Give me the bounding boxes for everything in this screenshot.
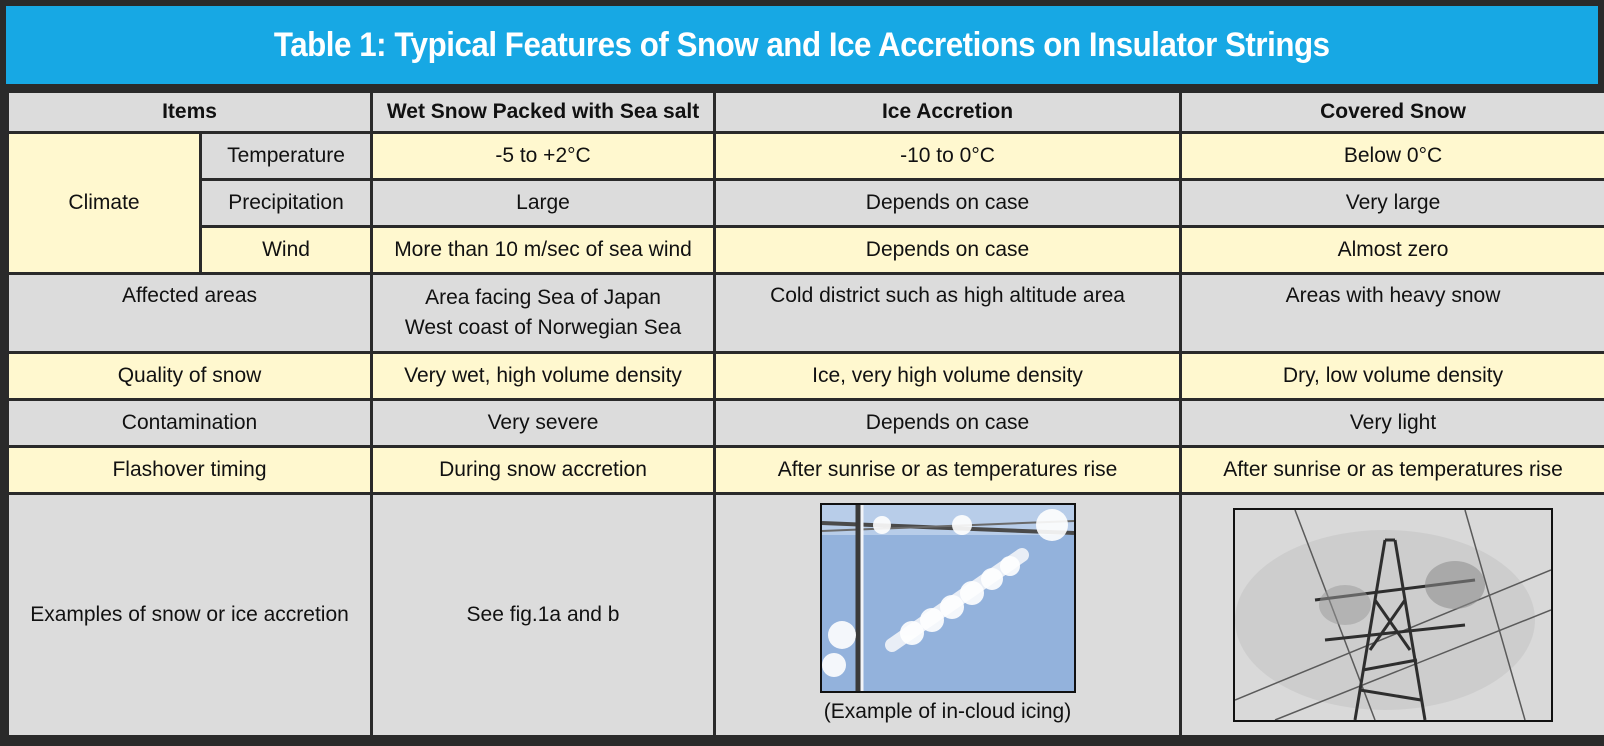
ice-accretion-illustration: [822, 505, 1074, 691]
table-title: Table 1: Typical Features of Snow and Ice Accretions on Insulator Strings: [274, 25, 1330, 64]
flashover-ice: After sunrise or as temperatures rise: [716, 448, 1179, 492]
flashover-label: Flashover timing: [9, 448, 370, 492]
affected-ice: Cold district such as high altitude area: [716, 275, 1179, 351]
affected-covered: Areas with heavy snow: [1182, 275, 1604, 351]
contamination-label: Contamination: [9, 401, 370, 445]
table-row-wind: [9, 228, 1604, 272]
quality-wet-snow: Very wet, high volume density: [373, 354, 713, 398]
contamination-ice: Depends on case: [716, 401, 1179, 445]
affected-wet-snow-line1: Area facing Sea of Japan: [425, 286, 661, 309]
quality-covered: Dry, low volume density: [1182, 354, 1604, 398]
header-covered-snow: Covered Snow: [1182, 93, 1604, 131]
quality-ice: Ice, very high volume density: [716, 354, 1179, 398]
temperature-label: Temperature: [202, 134, 370, 178]
table-row-temperature: [9, 134, 1604, 178]
covered-snow-photo: [1233, 508, 1553, 722]
quality-label: Quality of snow: [9, 354, 370, 398]
flashover-covered: After sunrise or as temperatures rise: [1182, 448, 1604, 492]
precipitation-ice: Depends on case: [716, 181, 1179, 225]
precipitation-covered: Very large: [1182, 181, 1604, 225]
examples-label: Examples of snow or ice accretion: [9, 495, 370, 735]
temperature-covered: Below 0°C: [1182, 134, 1604, 178]
examples-ice: [716, 495, 1179, 735]
header-items: Items: [9, 93, 370, 131]
precipitation-label: Precipitation: [202, 181, 370, 225]
precipitation-wet-snow: Large: [373, 181, 713, 225]
affected-wet-snow: [373, 275, 713, 351]
table-row-flashover: [9, 448, 1604, 492]
table-row-contamination: [9, 401, 1604, 445]
table-row-examples: [9, 495, 1604, 735]
wind-label: Wind: [202, 228, 370, 272]
table-row-affected-areas: [9, 275, 1604, 351]
flashover-wet-snow: During snow accretion: [373, 448, 713, 492]
contamination-covered: Very light: [1182, 401, 1604, 445]
climate-label: Climate: [9, 134, 199, 272]
examples-covered: [1182, 495, 1604, 735]
features-table: [6, 90, 1604, 738]
temperature-ice: -10 to 0°C: [716, 134, 1179, 178]
covered-snow-tower-illustration: [1235, 510, 1551, 720]
ice-photo-caption: (Example of in-cloud icing): [823, 700, 1072, 723]
table-title-bar: [6, 6, 1598, 84]
table-header-row: [9, 93, 1604, 131]
header-wet-snow: Wet Snow Packed with Sea salt: [373, 93, 713, 131]
affected-label: Affected areas: [9, 275, 370, 351]
affected-wet-snow-line2: West coast of Norwegian Sea: [404, 316, 682, 339]
examples-wet-snow: See fig.1a and b: [373, 495, 713, 735]
wind-wet-snow: More than 10 m/sec of sea wind: [373, 228, 713, 272]
ice-accretion-photo: [820, 503, 1076, 693]
temperature-wet-snow: -5 to +2°C: [373, 134, 713, 178]
header-ice-accretion: Ice Accretion: [716, 93, 1179, 131]
wind-covered: Almost zero: [1182, 228, 1604, 272]
table-row-quality: [9, 354, 1604, 398]
contamination-wet-snow: Very severe: [373, 401, 713, 445]
table-row-precipitation: [9, 181, 1604, 225]
wind-ice: Depends on case: [716, 228, 1179, 272]
